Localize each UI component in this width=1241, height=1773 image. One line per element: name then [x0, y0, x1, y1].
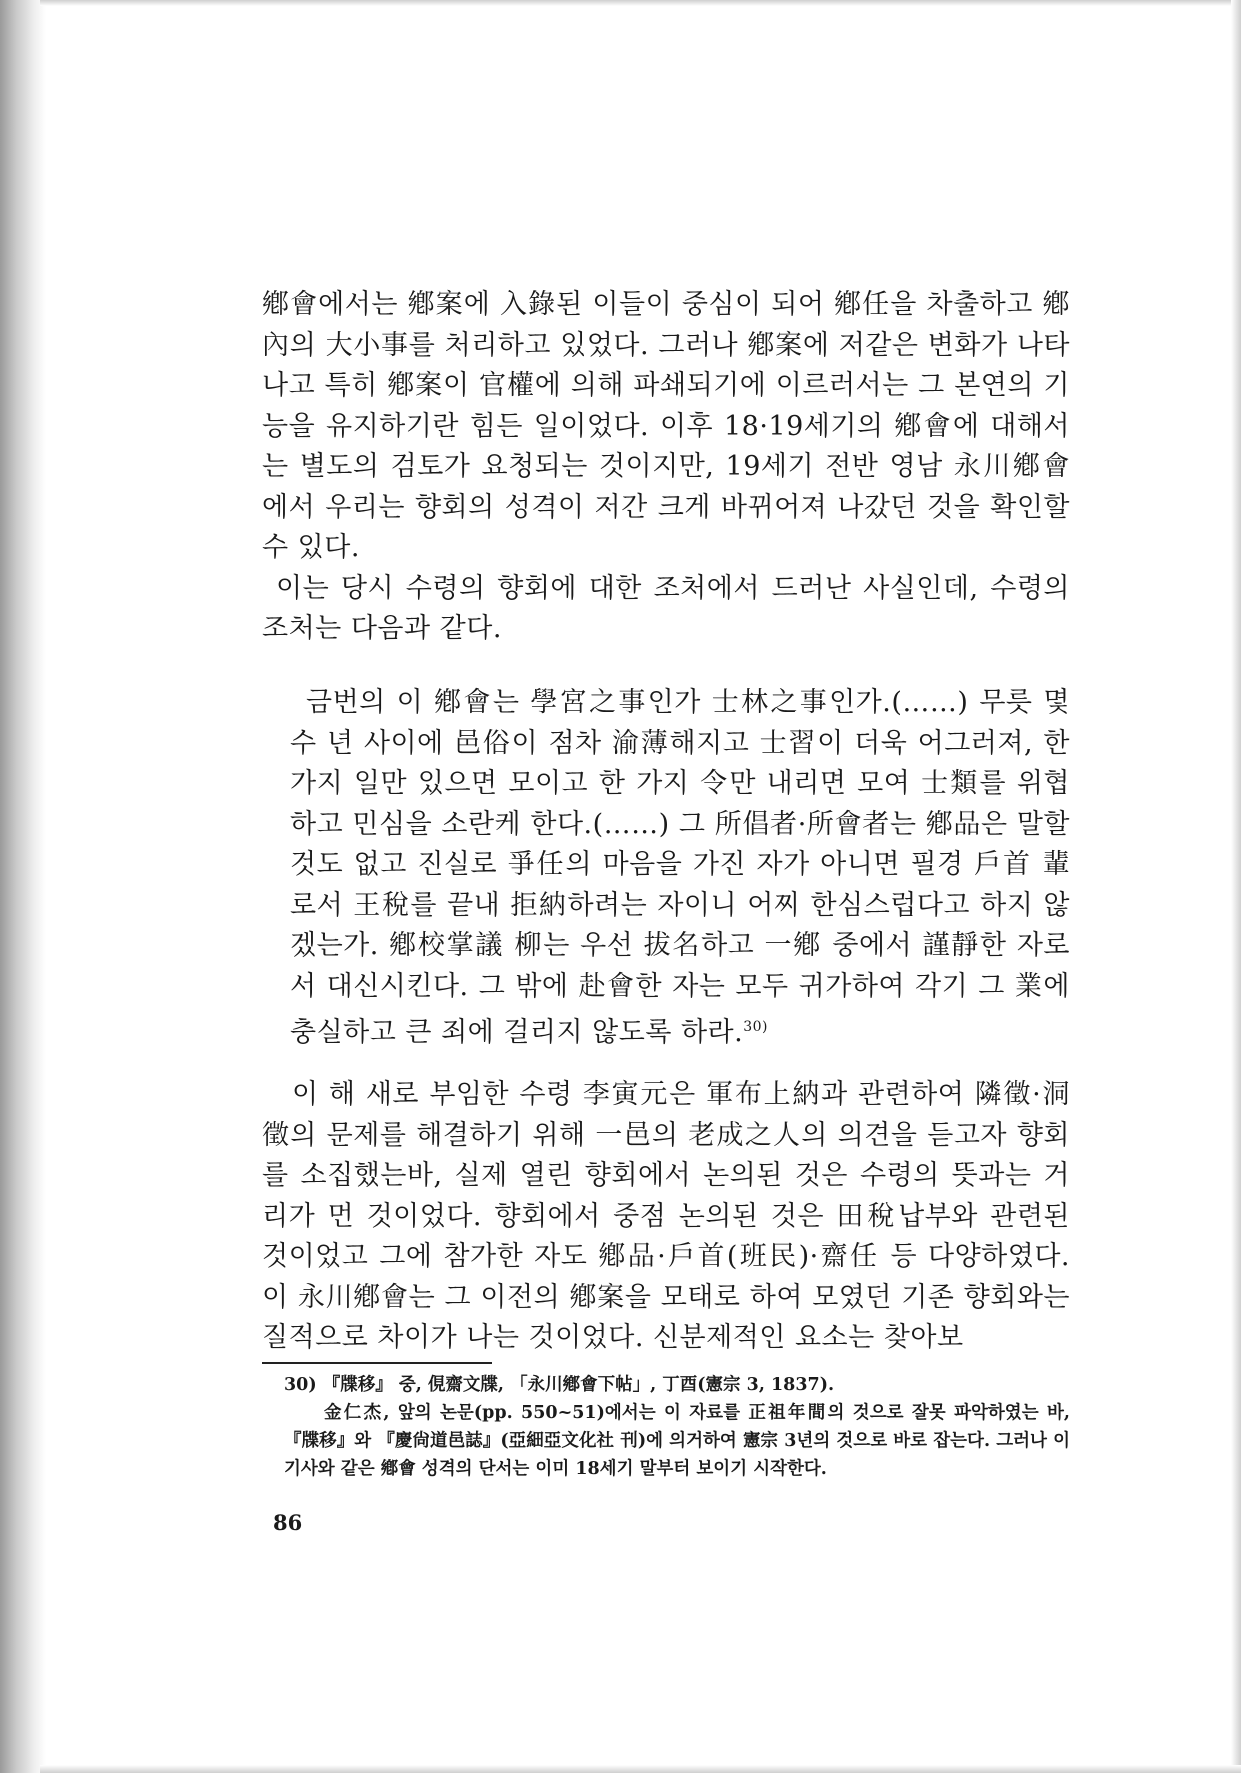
quotation-text: [290, 683, 1070, 1054]
page-bottom-edge-shadow: [40, 1765, 1241, 1773]
page-left-edge-shadow: [0, 0, 46, 1773]
quotation-body: 금번의 이 鄕會는 學宮之事인가 士林之事인가.(……) 무릇 몇 수 년 사이에 邑俗이 점차 渝薄해지고 士習이 더욱 어그러져, 한 가지 일만 있으면 모이고 한 가지 令만 내리면 모여 士類를 위협하고 민심을 소란케 한다.(……) 그 所倡者·所會者는 鄕品은 말할 것도 없고 진실로 爭任의 마음을 가진 자가 아니면 필경 戶首 輩로서 王稅를 끝내 拒納하려는 자이니 어찌 한심스럽다고 하지 않겠는가. 鄕校掌議 柳는 우선 拔名하고 一鄕 중에서 謹靜한 자로서 대신시킨다. 그 밖에 赴會한 자는 모두 귀가하여 각기 그 業에 충실하고 큰 죄에 걸리지 않도록 하라.: [290, 687, 1070, 1048]
page-top-edge-shadow: [40, 0, 1241, 6]
footnote-explanation: 金仁杰, 앞의 논문(pp. 550~51)에서는 이 자료를 正祖年間의 것으로 잘못 파악하였는 바, 『牒移』와 『慶尙道邑誌』(亞細亞文化社 刊)에 의거하여 憲宗 3년의 것으로 바로 잡는다. 그러나 이 기사와 같은 鄕會 성격의 단서는 이미 18세기 말부터 보이기 시작한다.: [284, 1403, 1070, 1479]
paragraph-1: 鄕會에서는 鄕案에 入錄된 이들이 중심이 되어 鄕任을 차출하고 鄕內의 大小事를 처리하고 있었다. 그러나 鄕案에 저같은 변화가 나타나고 특히 鄕案이 官權에 의해 파쇄되기에 이르러서는 그 본연의 기능을 유지하기란 힘든 일이었다. 이후 18·19세기의 鄕會에 대해서는 별도의 검토가 요청되는 것이지만, 19세기 전반 영남 永川鄕會에서 우리는 향회의 성격이 저간 크게 바뀌어져 나갔던 것을 확인할 수 있다.: [262, 289, 1070, 563]
footnote-reference: 30): [743, 1019, 769, 1035]
page-number: 86: [273, 1510, 303, 1535]
page-right-edge-shadow: [1231, 0, 1241, 1773]
block-quotation: [290, 683, 1070, 1054]
footnote-citation: 30) 『牒移』 중, 俔齋文牒, 「永川鄕會下帖」, 丁酉(憲宗 3, 1837).: [284, 1375, 835, 1395]
footnote-30: [284, 1371, 1070, 1483]
paragraph-3: 이 해 새로 부임한 수령 李寅元은 軍布上納과 관련하여 隣徵·洞徵의 문제를 해결하기 위해 一邑의 老成之人의 의견을 듣고자 향회를 소집했는바, 실제 열린 향회에서 논의된 것은 수령의 뜻과는 거리가 먼 것이었다. 향회에서 중점 논의된 것은 田稅납부와 관련된 것이었고 그에 참가한 자도 鄕品·戶首(班民)·齋任 등 다양하였다. 이 永川鄕會는 그 이전의 鄕案을 모태로 하여 모였던 기존 향회와는 질적으로 차이가 나는 것이었다. 신분제적인 요소는 찾아보: [262, 1079, 1070, 1353]
main-body-text: [262, 285, 1070, 650]
main-body-text-continued: [262, 1075, 1070, 1359]
paragraph-2: 이는 당시 수령의 향회에 대한 조처에서 드러난 사실인데, 수령의 조처는 다음과 같다.: [262, 572, 1070, 644]
footnote-separator: [262, 1362, 492, 1364]
